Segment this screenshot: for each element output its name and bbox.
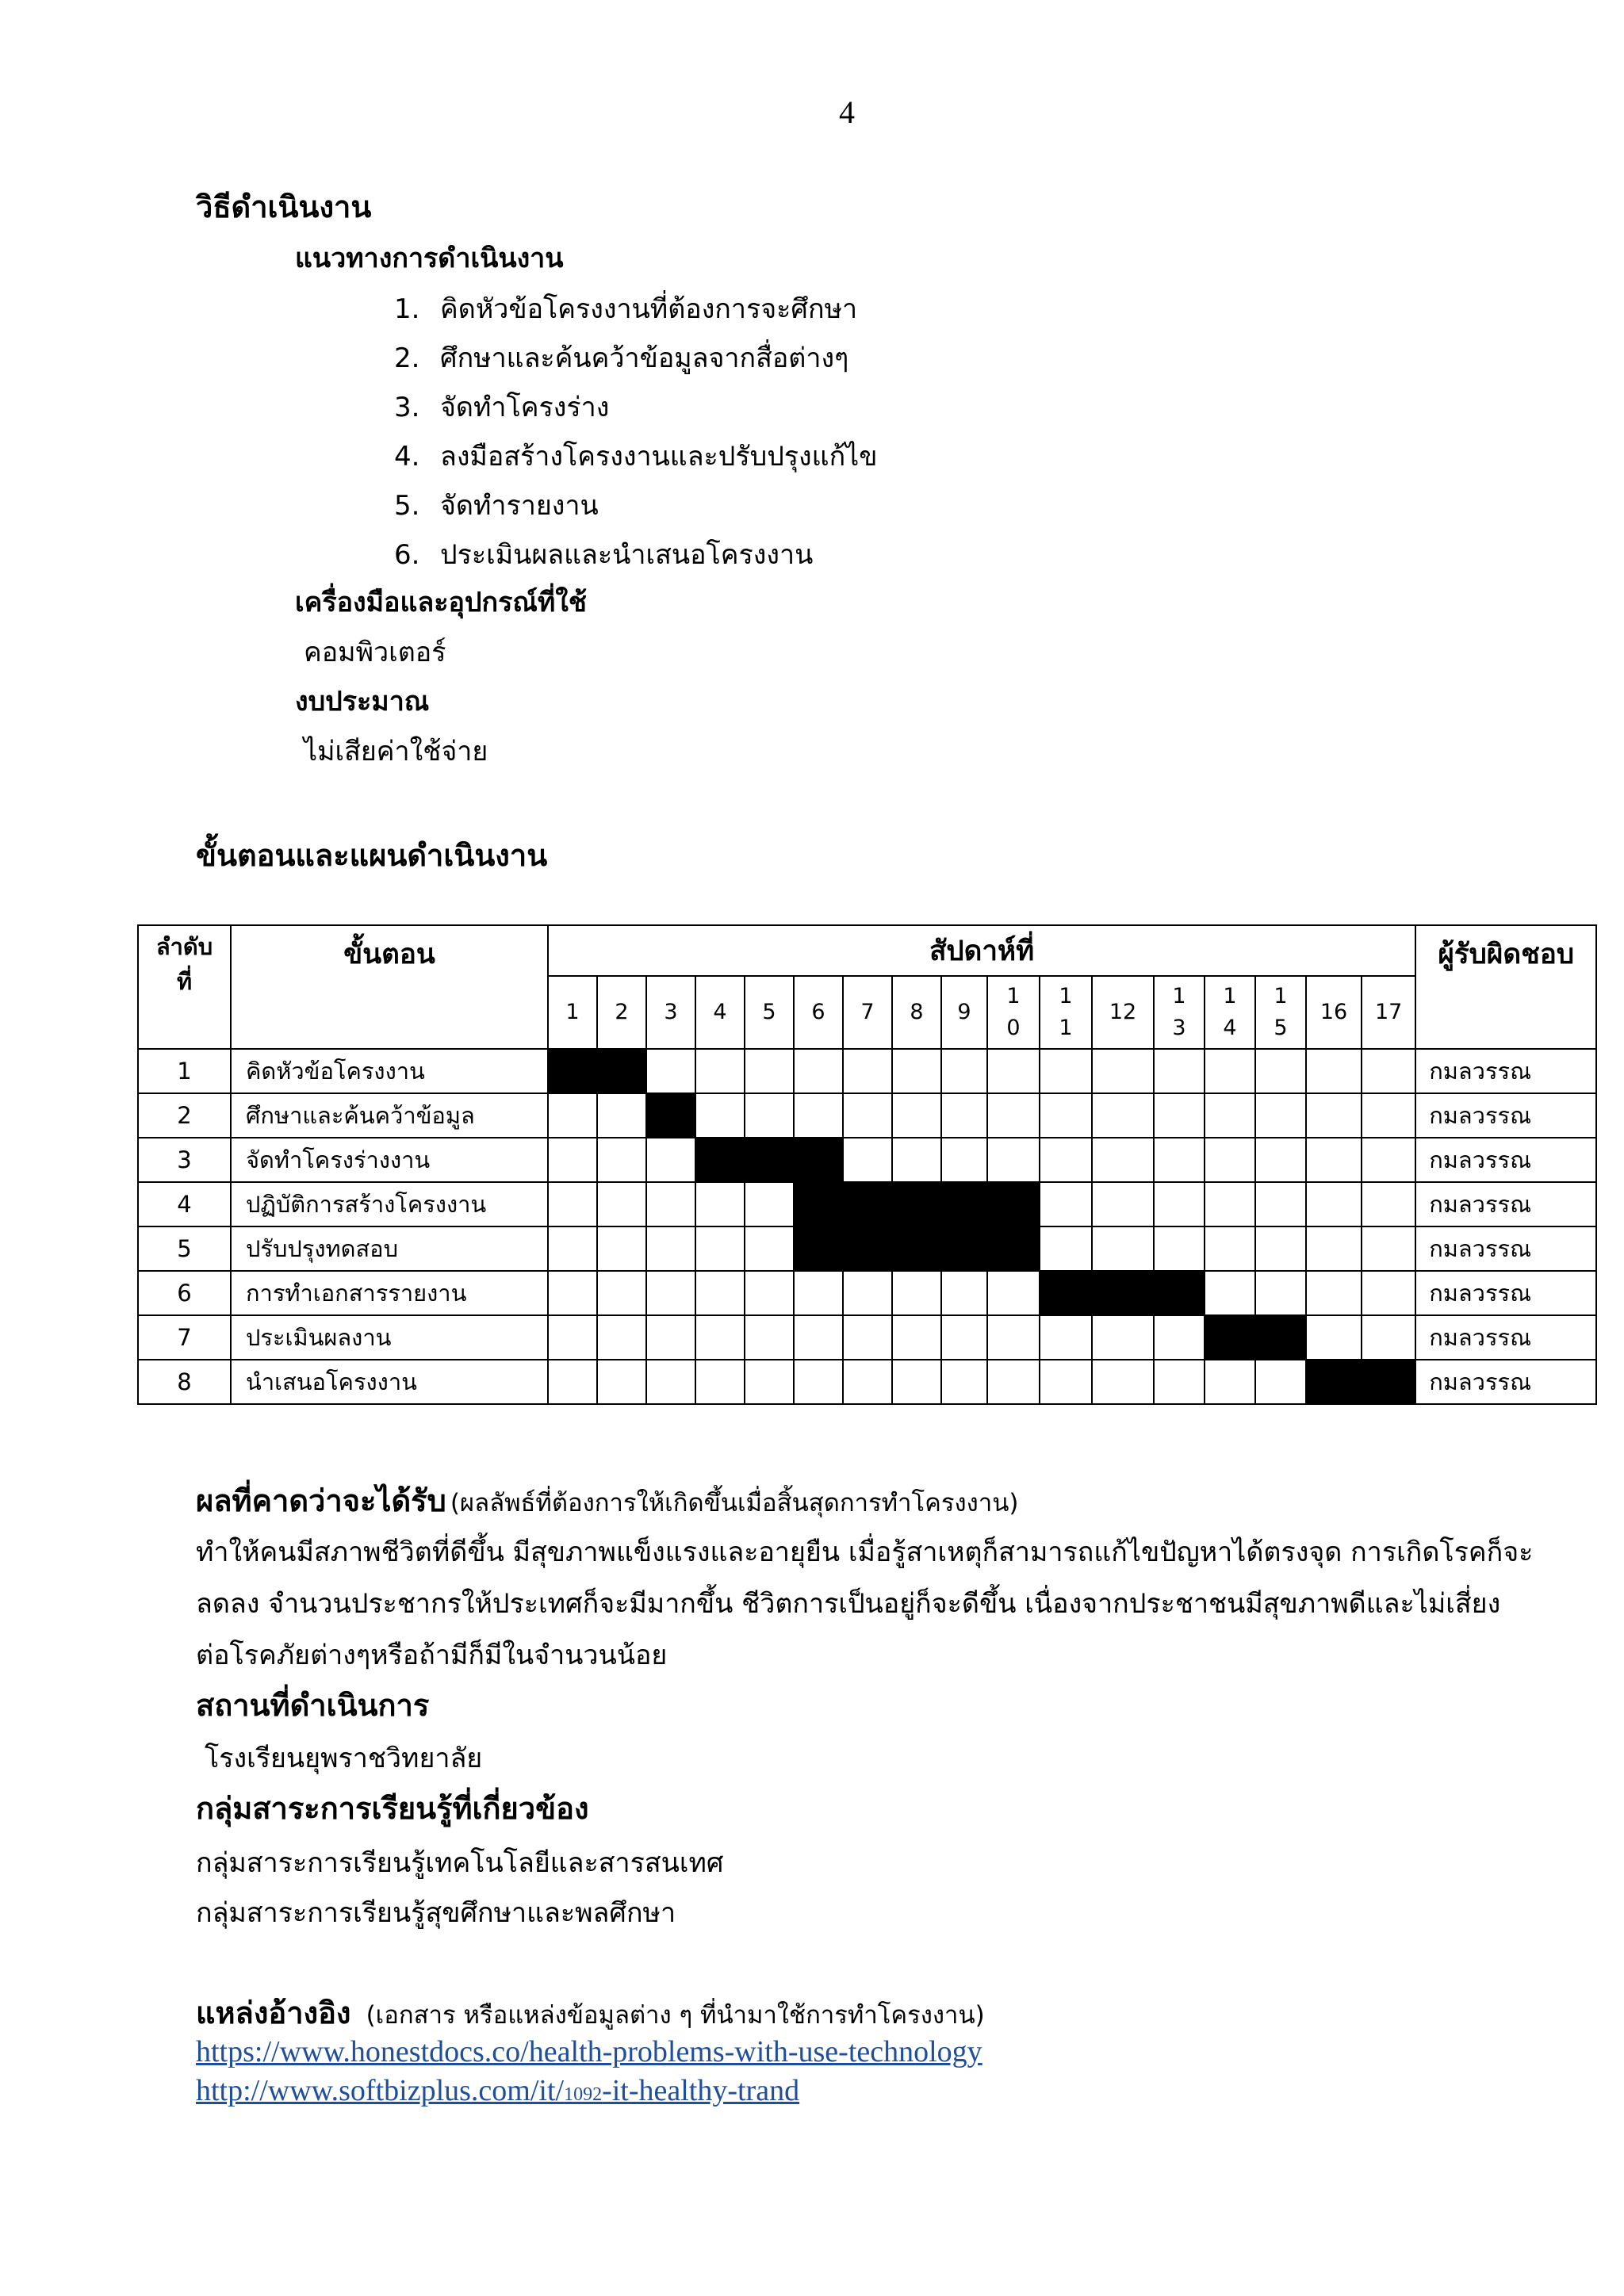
gantt-empty-cell <box>1154 1315 1205 1360</box>
gantt-empty-cell <box>1362 1226 1415 1271</box>
gantt-empty-cell <box>1092 1093 1154 1138</box>
gantt-empty-cell <box>646 1049 695 1093</box>
gantt-empty-cell <box>941 1093 987 1138</box>
gantt-empty-cell <box>1255 1226 1306 1271</box>
gantt-bar-cell <box>745 1138 794 1182</box>
gantt-empty-cell <box>843 1093 892 1138</box>
gantt-empty-cell <box>1255 1182 1306 1226</box>
gantt-bar-cell <box>1040 1271 1092 1315</box>
gantt-empty-cell <box>843 1271 892 1315</box>
gantt-empty-cell <box>1154 1138 1205 1182</box>
gantt-bar-cell <box>1205 1315 1255 1360</box>
row-order: 8 <box>138 1360 231 1404</box>
gantt-bar-cell <box>892 1182 941 1226</box>
gantt-empty-cell <box>597 1226 646 1271</box>
gantt-empty-cell <box>987 1049 1040 1093</box>
gantt-empty-cell <box>1306 1182 1362 1226</box>
gantt-empty-cell <box>987 1138 1040 1182</box>
gantt-bar-cell <box>941 1182 987 1226</box>
gantt-empty-cell <box>1255 1271 1306 1315</box>
gantt-empty-cell <box>745 1271 794 1315</box>
order-header: ลำดับ ที่ <box>138 925 231 1049</box>
gantt-empty-cell <box>1306 1315 1362 1360</box>
gantt-empty-cell <box>941 1360 987 1404</box>
gantt-bar-cell <box>597 1049 646 1093</box>
subjects-heading: กลุ่มสาระการเรียนรู้ที่เกี่ยวข้อง <box>196 1791 589 1826</box>
gantt-empty-cell <box>843 1049 892 1093</box>
gantt-empty-cell <box>1306 1093 1362 1138</box>
gantt-bar-cell <box>843 1182 892 1226</box>
gantt-empty-cell <box>548 1093 597 1138</box>
row-order: 2 <box>138 1093 231 1138</box>
gantt-empty-cell <box>745 1315 794 1360</box>
row-owner: กมลวรรณ <box>1415 1271 1596 1315</box>
approach-step-6: 6. ประเมินผลและนำเสนอโครงงาน <box>394 539 814 571</box>
table-row <box>138 1049 1596 1093</box>
approach-step-1: 1. คิดหัวข้อโครงงานที่ต้องการจะศึกษา <box>394 293 858 325</box>
gantt-empty-cell <box>794 1093 843 1138</box>
row-order: 5 <box>138 1226 231 1271</box>
gantt-empty-cell <box>1306 1226 1362 1271</box>
week-header-15: 1 5 <box>1255 976 1306 1049</box>
expected-heading-line <box>196 1476 1019 1525</box>
week-header-9: 9 <box>941 976 987 1049</box>
row-owner: กมลวรรณ <box>1415 1049 1596 1093</box>
subject-item-1: กลุ่มสาระการเรียนรู้เทคโนโลยีและสารสนเทศ <box>196 1847 724 1879</box>
gantt-empty-cell <box>1040 1049 1092 1093</box>
gantt-empty-cell <box>1255 1360 1306 1404</box>
page-number: 4 <box>839 94 855 130</box>
references-heading: แหล่งอ้างอิง <box>196 1996 351 2030</box>
gantt-empty-cell <box>1154 1360 1205 1404</box>
gantt-empty-cell <box>1362 1049 1415 1093</box>
week-header-5: 5 <box>745 976 794 1049</box>
gantt-empty-cell <box>1154 1093 1205 1138</box>
gantt-table <box>137 924 1597 1405</box>
gantt-empty-cell <box>1092 1138 1154 1182</box>
gantt-empty-cell <box>1092 1360 1154 1404</box>
gantt-empty-cell <box>646 1315 695 1360</box>
gantt-empty-cell <box>548 1182 597 1226</box>
gantt-empty-cell <box>695 1271 745 1315</box>
table-row <box>138 1093 1596 1138</box>
table-row <box>138 1138 1596 1182</box>
gantt-empty-cell <box>646 1182 695 1226</box>
gantt-empty-cell <box>745 1049 794 1093</box>
week-header-10: 1 0 <box>987 976 1040 1049</box>
gantt-empty-cell <box>1306 1271 1362 1315</box>
approach-step-4: 4. ลงมือสร้างโครงงานและปรับปรุงแก้ไข <box>394 441 878 473</box>
gantt-empty-cell <box>794 1360 843 1404</box>
gantt-empty-cell <box>548 1226 597 1271</box>
gantt-empty-cell <box>1205 1049 1255 1093</box>
gantt-bar-cell <box>987 1226 1040 1271</box>
table-row <box>138 1315 1596 1360</box>
week-header-6: 6 <box>794 976 843 1049</box>
gantt-bar-cell <box>1255 1315 1306 1360</box>
gantt-empty-cell <box>695 1360 745 1404</box>
week-header-17: 17 <box>1362 976 1415 1049</box>
method-heading: วิธีดำเนินงาน <box>196 189 372 224</box>
gantt-empty-cell <box>1092 1049 1154 1093</box>
step-header: ขั้นตอน <box>231 925 548 1049</box>
row-order: 7 <box>138 1315 231 1360</box>
gantt-empty-cell <box>745 1360 794 1404</box>
gantt-empty-cell <box>695 1093 745 1138</box>
gantt-empty-cell <box>1255 1138 1306 1182</box>
gantt-empty-cell <box>1205 1093 1255 1138</box>
row-step: การทำเอกสารรายงาน <box>231 1271 548 1315</box>
approach-step-5: 5. จัดทำรายงาน <box>394 490 599 522</box>
row-order: 3 <box>138 1138 231 1182</box>
gantt-empty-cell <box>941 1049 987 1093</box>
approach-step-3: 3. จัดทำโครงร่าง <box>394 392 610 423</box>
subject-item-2: กลุ่มสาระการเรียนรู้สุขศึกษาและพลศึกษา <box>196 1897 676 1929</box>
gantt-empty-cell <box>1362 1093 1415 1138</box>
gantt-empty-cell <box>646 1138 695 1182</box>
week-header-11: 1 1 <box>1040 976 1092 1049</box>
gantt-bar-cell <box>794 1182 843 1226</box>
gantt-empty-cell <box>597 1182 646 1226</box>
gantt-empty-cell <box>1255 1093 1306 1138</box>
row-step: นำเสนอโครงงาน <box>231 1360 548 1404</box>
expected-line-1: ทำให้คนมีสภาพชีวิตที่ดีขึ้น มีสุขภาพแข็งแรงและอายุยืน เมื่อรู้สาเหตุก็สามารถแก้ไขปัญหาได้ตรงจุด การเกิดโรคก็จะ <box>196 1536 1534 1568</box>
gantt-empty-cell <box>745 1093 794 1138</box>
gantt-empty-cell <box>1092 1182 1154 1226</box>
gantt-empty-cell <box>597 1093 646 1138</box>
week-header-3: 3 <box>646 976 695 1049</box>
gantt-empty-cell <box>794 1271 843 1315</box>
gantt-empty-cell <box>892 1271 941 1315</box>
gantt-empty-cell <box>646 1271 695 1315</box>
location-text: โรงเรียนยุพราชวิทยาลัย <box>205 1743 483 1774</box>
gantt-bar-cell <box>794 1226 843 1271</box>
gantt-bar-cell <box>843 1226 892 1271</box>
gantt-bar-cell <box>695 1138 745 1182</box>
gantt-empty-cell <box>1040 1315 1092 1360</box>
gantt-empty-cell <box>1362 1182 1415 1226</box>
gantt-empty-cell <box>987 1093 1040 1138</box>
gantt-empty-cell <box>1205 1271 1255 1315</box>
row-step: ศึกษาและค้นคว้าข้อมูล <box>231 1093 548 1138</box>
gantt-empty-cell <box>1205 1138 1255 1182</box>
location-heading: สถานที่ดำเนินการ <box>196 1688 430 1723</box>
gantt-empty-cell <box>745 1182 794 1226</box>
tools-heading: เครื่องมือและอุปกรณ์ที่ใช้ <box>295 587 587 618</box>
gantt-empty-cell <box>843 1360 892 1404</box>
plan-heading: ขั้นตอนและแผนดำเนินงาน <box>196 838 548 873</box>
row-order: 1 <box>138 1049 231 1093</box>
week-header-13: 1 3 <box>1154 976 1205 1049</box>
expected-note: (ผลลัพธ์ที่ต้องการให้เกิดขึ้นเมื่อสิ้นสุดการทำโครงงาน) <box>450 1489 1019 1517</box>
gantt-empty-cell <box>1040 1360 1092 1404</box>
gantt-empty-cell <box>1205 1182 1255 1226</box>
gantt-empty-cell <box>695 1049 745 1093</box>
gantt-empty-cell <box>843 1315 892 1360</box>
gantt-empty-cell <box>892 1093 941 1138</box>
week-header-2: 2 <box>597 976 646 1049</box>
gantt-bar-cell <box>646 1093 695 1138</box>
gantt-empty-cell <box>941 1271 987 1315</box>
gantt-empty-cell <box>987 1271 1040 1315</box>
week-header-16: 16 <box>1306 976 1362 1049</box>
row-step: ปฏิบัติการสร้างโครงงาน <box>231 1182 548 1226</box>
week-header-14: 1 4 <box>1205 976 1255 1049</box>
gantt-empty-cell <box>646 1360 695 1404</box>
gantt-bar-cell <box>941 1226 987 1271</box>
gantt-empty-cell <box>1306 1138 1362 1182</box>
weeks-header: สัปดาห์ที่ <box>548 925 1415 976</box>
gantt-empty-cell <box>987 1315 1040 1360</box>
gantt-empty-cell <box>941 1138 987 1182</box>
expected-line-3: ต่อโรคภัยต่างๆหรือถ้ามีก็มีในจำนวนน้อย <box>196 1640 668 1671</box>
gantt-empty-cell <box>1205 1226 1255 1271</box>
gantt-empty-cell <box>745 1226 794 1271</box>
approach-heading: แนวทางการดำเนินงาน <box>295 243 564 274</box>
gantt-empty-cell <box>892 1315 941 1360</box>
gantt-empty-cell <box>843 1138 892 1182</box>
approach-step-2: 2. ศึกษาและค้นคว้าข้อมูลจากสื่อต่างๆ <box>394 342 849 374</box>
row-order: 6 <box>138 1271 231 1315</box>
owner-header: ผู้รับผิดชอบ <box>1415 925 1596 1049</box>
row-owner: กมลวรรณ <box>1415 1315 1596 1360</box>
gantt-bar-cell <box>1362 1360 1415 1404</box>
gantt-empty-cell <box>597 1271 646 1315</box>
gantt-empty-cell <box>1205 1360 1255 1404</box>
gantt-empty-cell <box>1040 1182 1092 1226</box>
gantt-empty-cell <box>892 1138 941 1182</box>
gantt-empty-cell <box>1362 1271 1415 1315</box>
row-step: ปรับปรุงทดสอบ <box>231 1226 548 1271</box>
tools-text: คอมพิวเตอร์ <box>304 637 446 668</box>
gantt-empty-cell <box>597 1360 646 1404</box>
table-row <box>138 1182 1596 1226</box>
gantt-empty-cell <box>695 1226 745 1271</box>
gantt-empty-cell <box>987 1360 1040 1404</box>
gantt-empty-cell <box>597 1315 646 1360</box>
reference-link-2[interactable]: http://www.softbizplus.com/it/1092-it-healthy-trand <box>196 2074 800 2107</box>
gantt-empty-cell <box>646 1226 695 1271</box>
gantt-empty-cell <box>1040 1138 1092 1182</box>
expected-heading: ผลที่คาดว่าจะได้รับ <box>196 1483 446 1518</box>
table-row <box>138 1360 1596 1404</box>
week-header-1: 1 <box>548 976 597 1049</box>
gantt-empty-cell <box>548 1271 597 1315</box>
gantt-empty-cell <box>1306 1049 1362 1093</box>
row-step: จัดทำโครงร่างงาน <box>231 1138 548 1182</box>
row-step: ประเมินผลงาน <box>231 1315 548 1360</box>
budget-heading: งบประมาณ <box>295 686 430 718</box>
gantt-empty-cell <box>548 1360 597 1404</box>
gantt-empty-cell <box>548 1315 597 1360</box>
gantt-bar-cell <box>1154 1271 1205 1315</box>
gantt-bar-cell <box>794 1138 843 1182</box>
gantt-empty-cell <box>548 1138 597 1182</box>
gantt-empty-cell <box>1154 1049 1205 1093</box>
reference-link-1[interactable]: https://www.honestdocs.co/health-problems-with-use-technology <box>196 2035 982 2068</box>
gantt-empty-cell <box>1154 1226 1205 1271</box>
table-row <box>138 1271 1596 1315</box>
references-note: (เอกสาร หรือแหล่งข้อมูลต่าง ๆ ที่นำมาใช้การทำโครงงาน) <box>366 2001 985 2030</box>
budget-text: ไม่เสียค่าใช้จ่าย <box>304 736 488 767</box>
gantt-empty-cell <box>1092 1315 1154 1360</box>
gantt-empty-cell <box>1040 1226 1092 1271</box>
gantt-empty-cell <box>1154 1182 1205 1226</box>
week-header-8: 8 <box>892 976 941 1049</box>
row-owner: กมลวรรณ <box>1415 1093 1596 1138</box>
references-heading-line <box>196 1988 985 2037</box>
gantt-bar-cell <box>1092 1271 1154 1315</box>
week-header-7: 7 <box>843 976 892 1049</box>
row-owner: กมลวรรณ <box>1415 1226 1596 1271</box>
gantt-empty-cell <box>695 1182 745 1226</box>
gantt-empty-cell <box>941 1315 987 1360</box>
row-order: 4 <box>138 1182 231 1226</box>
gantt-empty-cell <box>892 1049 941 1093</box>
row-owner: กมลวรรณ <box>1415 1138 1596 1182</box>
gantt-bar-cell <box>548 1049 597 1093</box>
week-header-12: 12 <box>1092 976 1154 1049</box>
row-step: คิดหัวข้อโครงงาน <box>231 1049 548 1093</box>
gantt-empty-cell <box>695 1315 745 1360</box>
gantt-bar-cell <box>892 1226 941 1271</box>
gantt-empty-cell <box>1040 1093 1092 1138</box>
week-header-4: 4 <box>695 976 745 1049</box>
table-row <box>138 1226 1596 1271</box>
gantt-bar-cell <box>987 1182 1040 1226</box>
gantt-empty-cell <box>1362 1138 1415 1182</box>
expected-line-2: ลดลง จำนวนประชากรให้ประเทศก็จะมีมากขึ้น ชีวิตการเป็นอยู่ก็จะดีขึ้น เนื่องจากประชาชนมีสุขภาพดีและไม่เสี่ยง <box>196 1588 1501 1620</box>
gantt-empty-cell <box>794 1049 843 1093</box>
row-owner: กมลวรรณ <box>1415 1182 1596 1226</box>
row-owner: กมลวรรณ <box>1415 1360 1596 1404</box>
gantt-empty-cell <box>1362 1315 1415 1360</box>
gantt-empty-cell <box>1092 1226 1154 1271</box>
gantt-empty-cell <box>892 1360 941 1404</box>
gantt-empty-cell <box>1255 1049 1306 1093</box>
gantt-bar-cell <box>1306 1360 1362 1404</box>
gantt-empty-cell <box>597 1138 646 1182</box>
gantt-empty-cell <box>794 1315 843 1360</box>
